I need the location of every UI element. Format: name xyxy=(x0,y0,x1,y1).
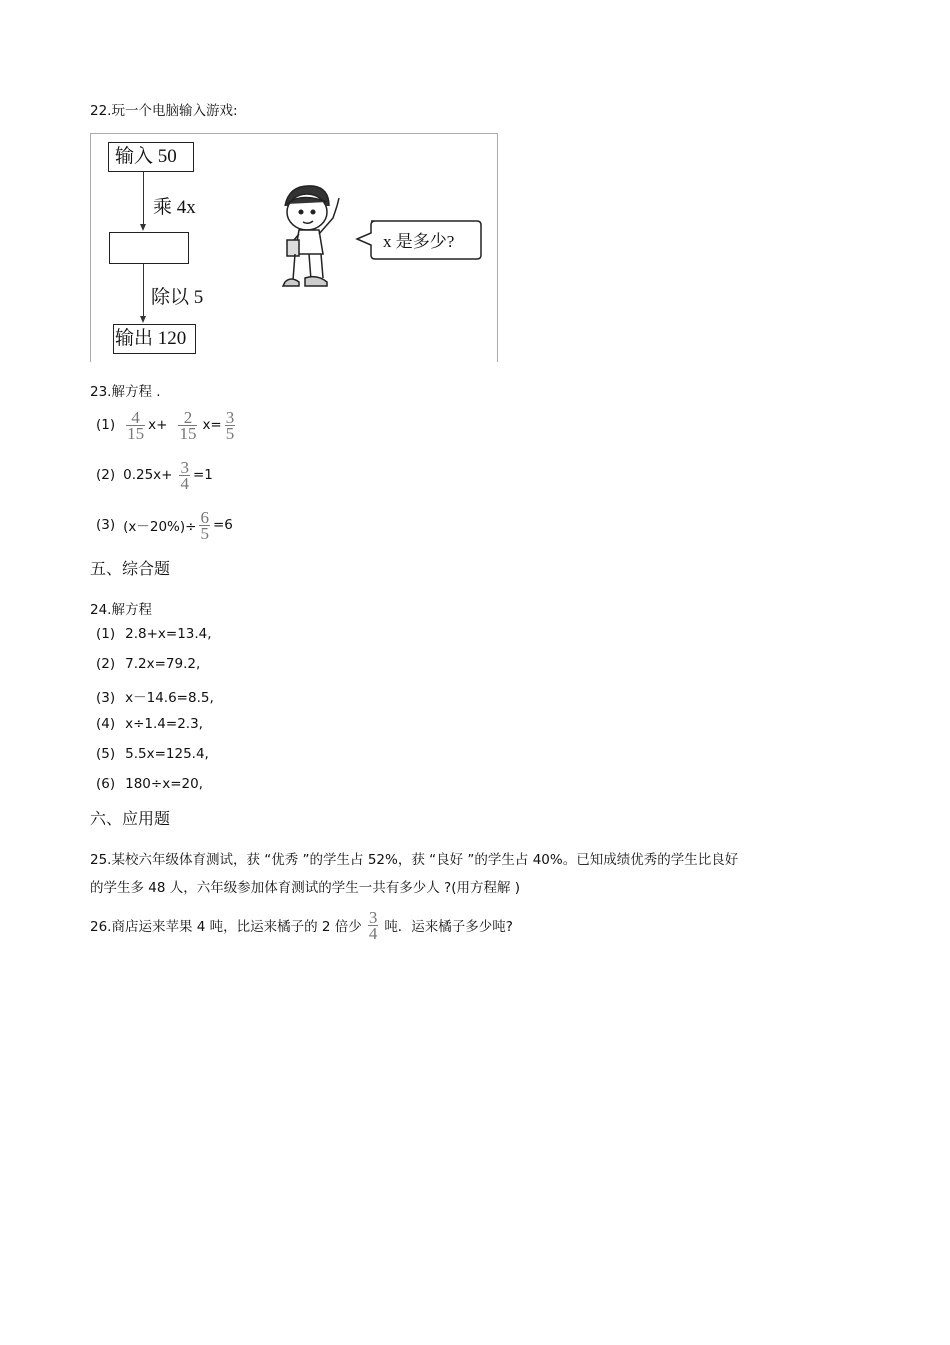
fraction-numerator: 4 xyxy=(126,410,145,426)
step2-label: 除以 5 xyxy=(151,287,204,308)
speech-text: x 是多少? xyxy=(383,232,455,251)
arrow-head-2 xyxy=(140,316,146,323)
equation-part: (x－20%)÷ xyxy=(123,519,197,535)
arrow-line-2 xyxy=(143,264,144,316)
equation-part: 0.25x+ xyxy=(123,467,173,483)
q24-item-4 xyxy=(96,716,203,732)
boy-illustration xyxy=(271,178,366,308)
equation-part: =1 xyxy=(192,467,213,483)
equation-part: x+ xyxy=(148,417,168,433)
q24-item-3 xyxy=(96,686,214,706)
q24-item-5 xyxy=(96,746,209,762)
input-box: 输入 50 xyxy=(108,142,194,172)
item-label: (4) xyxy=(96,716,116,732)
q24-item-1 xyxy=(96,626,212,642)
q26-text-before: 26.商店运来苹果 4 吨，比运来橘子的 2 倍少 xyxy=(90,919,362,935)
fraction xyxy=(126,407,145,443)
q25-line-1: 25.某校六年级体育测试，获 “优秀 ”的学生占 52%，获 “良好 ”的学生占 40%。已知成绩优秀的学生比良好 xyxy=(90,852,739,868)
blank-box xyxy=(109,232,189,264)
step1-label: 乘 4x xyxy=(153,197,196,218)
fraction-denominator: 5 xyxy=(200,523,209,543)
equation: x－14.6=8.5, xyxy=(125,690,214,706)
fraction xyxy=(225,407,236,443)
arrow-head-1 xyxy=(140,224,146,231)
output-box: 输出 120 xyxy=(113,324,196,354)
equation-part: x= xyxy=(202,417,222,433)
fraction xyxy=(368,907,379,943)
q26 xyxy=(90,907,513,943)
item-label: (3) xyxy=(96,690,116,706)
fraction-numerator: 6 xyxy=(200,507,209,527)
fraction-numerator: 3 xyxy=(368,907,378,927)
q23-item-2 xyxy=(96,457,213,493)
item-label: (1) xyxy=(96,626,116,642)
fraction-denominator: 4 xyxy=(368,923,378,943)
fraction xyxy=(179,457,190,493)
item-label: (6) xyxy=(96,776,116,792)
section-heading-5: 五、综合题 xyxy=(90,559,171,578)
item-label: (2) xyxy=(96,467,116,483)
q23-title: 23.解方程 . xyxy=(90,384,161,400)
equation-part: =6 xyxy=(212,517,233,533)
fraction xyxy=(199,507,210,543)
q23-item-3 xyxy=(96,507,233,543)
equation: x÷1.4=2.3, xyxy=(125,716,203,732)
q23-item-1 xyxy=(96,407,238,443)
fraction-denominator: 4 xyxy=(180,473,189,493)
q24-item-6 xyxy=(96,776,203,792)
q22-figure xyxy=(90,133,498,362)
item-label: (1) xyxy=(96,417,116,433)
q25-line-2: 的学生多 48 人，六年级参加体育测试的学生一共有多少人 ?(用方程解 ) xyxy=(90,880,521,896)
fraction-numerator: 3 xyxy=(180,457,189,477)
fraction-denominator: 15 xyxy=(127,423,145,443)
equation: 2.8+x=13.4, xyxy=(125,626,212,642)
fraction-numerator: 2 xyxy=(178,410,197,426)
arrow-line-1 xyxy=(143,172,144,224)
q26-text-after: 吨．运来橘子多少吨? xyxy=(384,919,513,935)
item-label: (5) xyxy=(96,746,116,762)
q22-text: 22.玩一个电脑输入游戏: xyxy=(90,103,238,119)
equation: 5.5x=125.4, xyxy=(125,746,209,762)
section-heading-6: 六、应用题 xyxy=(90,809,171,828)
fraction xyxy=(178,407,197,443)
equation: 180÷x=20, xyxy=(125,776,203,792)
q24-title: 24.解方程 xyxy=(90,602,152,618)
equation: 7.2x=79.2, xyxy=(125,656,201,672)
q24-item-2 xyxy=(96,656,200,672)
fraction-numerator: 3 xyxy=(225,407,235,427)
fraction-denominator: 5 xyxy=(225,423,235,443)
fraction-denominator: 15 xyxy=(179,423,197,443)
item-label: (3) xyxy=(96,517,116,533)
item-label: (2) xyxy=(96,656,116,672)
